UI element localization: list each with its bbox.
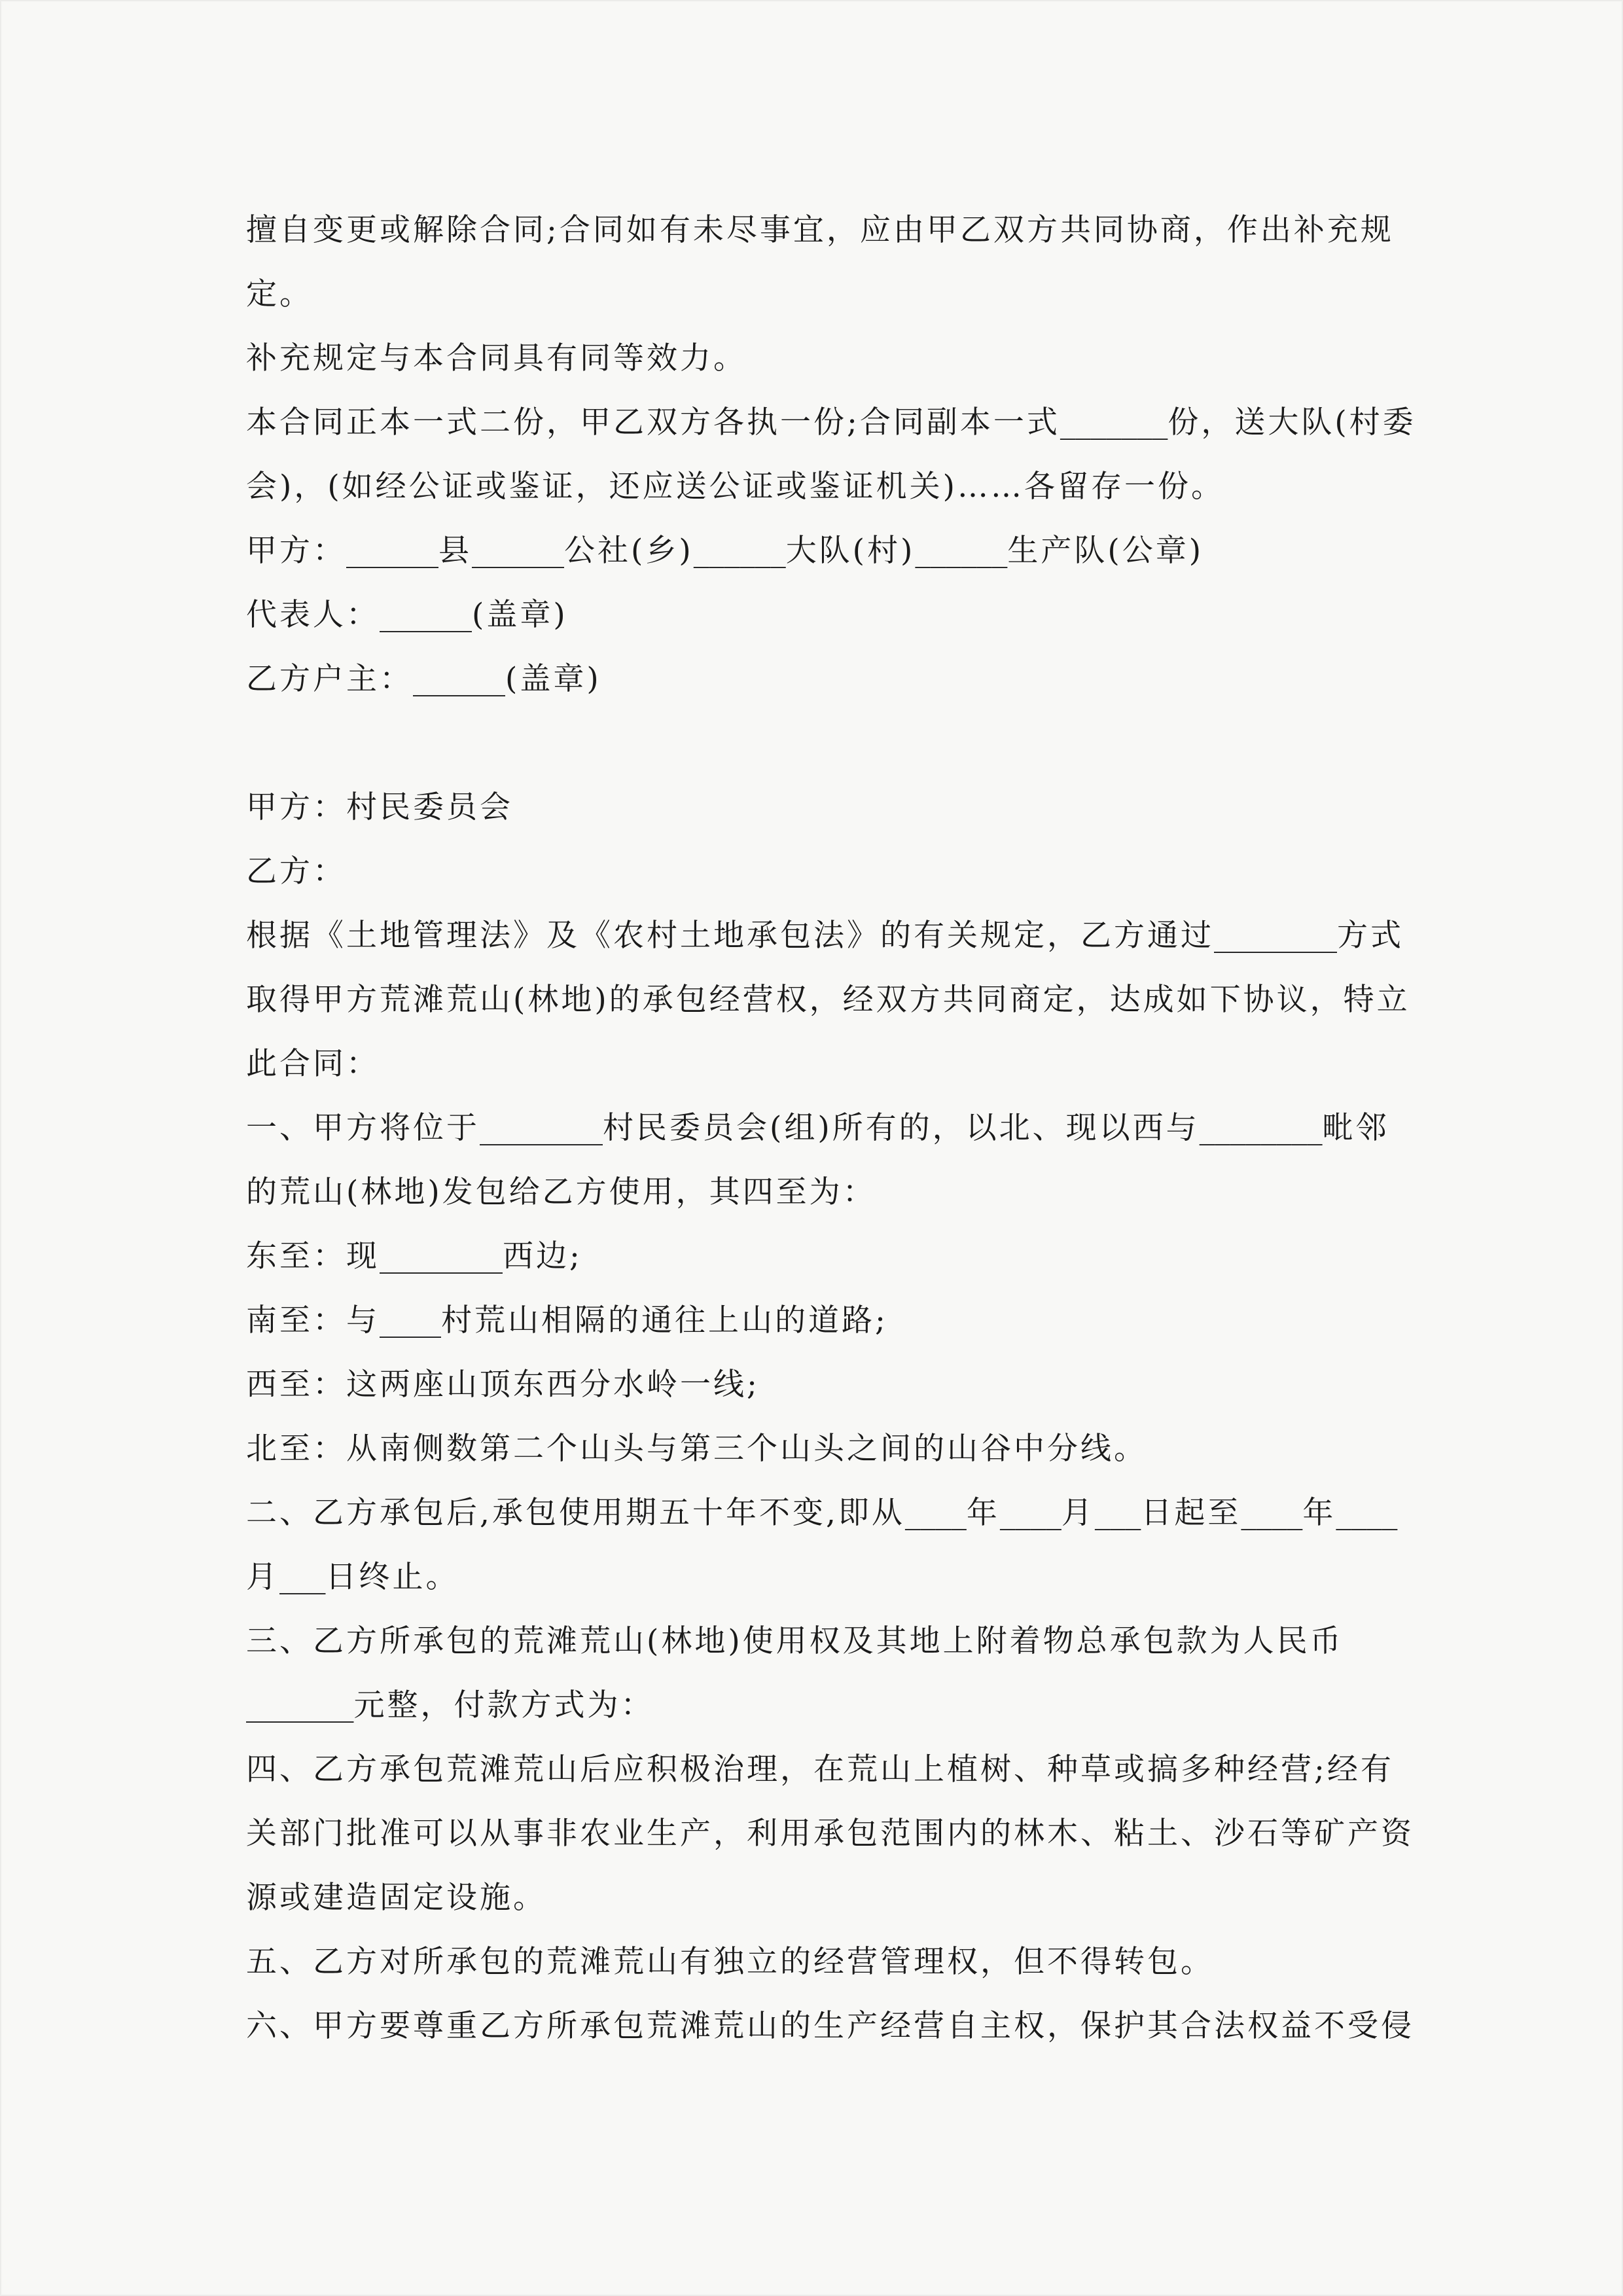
- text-line: 此合同：: [246, 1046, 380, 1082]
- text-line: 的荒山(林地)发包给乙方使用，其四至为：: [246, 1174, 876, 1210]
- text-line: 擅自变更或解除合同;合同如有未尽事宜，应由甲乙双方共同协商，作出补充规: [246, 212, 1394, 248]
- text-line: 二、乙方承包后,承包使用期五十年不变,即从____年____月___日起至____年____: [246, 1495, 1398, 1531]
- text-line: 西至：这两座山顶东西分水岭一线;: [246, 1367, 760, 1403]
- text-line: 乙方：: [246, 853, 346, 889]
- text-line: 甲方：______县______公社(乡)______大队(村)______生产队(公章): [246, 533, 1204, 569]
- text-line: 五、乙方对所承包的荒滩荒山有独立的经营管理权，但不得转包。: [246, 1944, 1214, 1980]
- text-line: 取得甲方荒滩荒山(林地)的承包经营权，经双方共同商定，达成如下协议，特立: [246, 982, 1410, 1018]
- text-line: 根据《土地管理法》及《农村土地承包法》的有关规定，乙方通过________方式: [246, 918, 1404, 954]
- text-line: 六、甲方要尊重乙方所承包荒滩荒山的生产经营自主权，保护其合法权益不受侵: [246, 2008, 1414, 2044]
- text-line: 甲方：村民委员会: [246, 789, 513, 825]
- text-line: _______元整，付款方式为：: [246, 1687, 654, 1723]
- text-line: 北至：从南侧数第二个山头与第三个山头之间的山谷中分线。: [246, 1431, 1147, 1467]
- text-line: 源或建造固定设施。: [246, 1880, 546, 1916]
- text-line: 定。: [246, 276, 313, 312]
- text-line: 东至：现________西边;: [246, 1238, 582, 1274]
- text-line: 关部门批准可以从事非农业生产，利用承包范围内的林木、粘土、沙石等矿产资: [246, 1816, 1414, 1852]
- text-line: 三、乙方所承包的荒滩荒山(林地)使用权及其地上附着物总承包款为人民币: [246, 1623, 1344, 1659]
- text-line: 会)，(如经公证或鉴证，还应送公证或鉴证机关)……各留存一份。: [246, 469, 1225, 505]
- text-line: 月___日终止。: [246, 1559, 459, 1595]
- text-line: 代表人：______(盖章): [246, 597, 568, 633]
- text-line: 乙方户主：______(盖章): [246, 661, 601, 697]
- text-line: 四、乙方承包荒滩荒山后应积极治理，在荒山上植树、种草或搞多种经营;经有: [246, 1751, 1394, 1787]
- text-line: 本合同正本一式二份，甲乙双方各执一份;合同副本一式_______份，送大队(村委: [246, 404, 1416, 440]
- text-line: 补充规定与本合同具有同等效力。: [246, 340, 747, 376]
- text-line: [246, 711, 1398, 776]
- text-line: 一、甲方将位于________村民委员会(组)所有的，以北、现以西与________毗邻: [246, 1110, 1389, 1146]
- text-line: 南至：与____村荒山相隔的通往上山的道路;: [246, 1302, 888, 1338]
- document-body: [246, 198, 1416, 2058]
